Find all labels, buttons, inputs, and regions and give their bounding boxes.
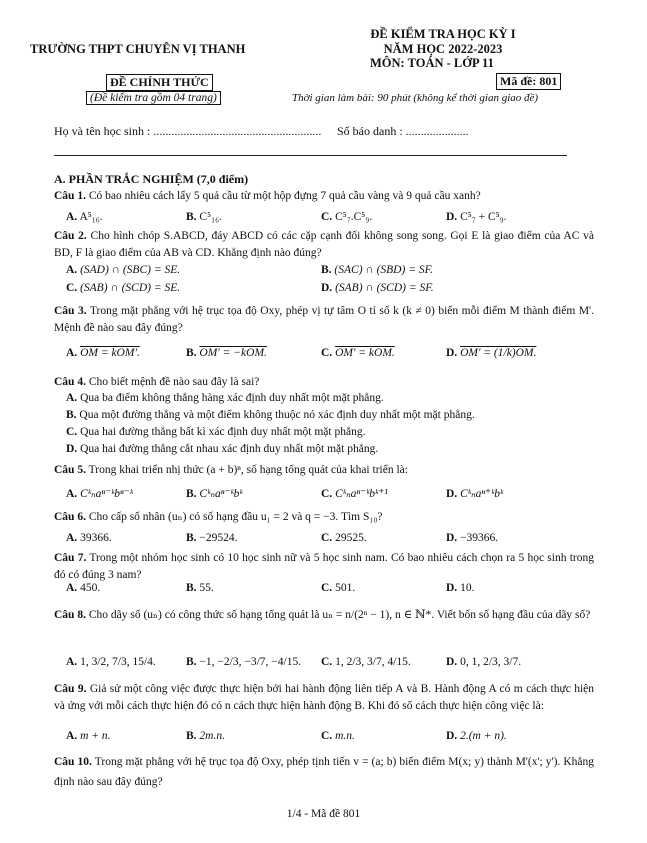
page-footer: 1/4 - Mã đề 801 [286, 808, 361, 820]
q7-option-a[interactable]: A. 450. [66, 582, 101, 594]
q2-option-c[interactable]: C. (SAB) ∩ (SCD) = SE. [66, 282, 181, 294]
q1-option-b[interactable]: B. C⁵₁₆. [186, 211, 222, 223]
q5-option-b[interactable]: B. Cᵏₙaⁿ⁻ᵏbᵏ [186, 488, 243, 500]
subject: MÔN: TOÁN - LỚP 11 [370, 56, 494, 70]
question-5: Câu 5. Trong khai triển nhị thức (a + b)ⁿ, số hạng tổng quát của khai triển là: [54, 464, 408, 476]
school-name: TRƯỜNG THPT CHUYÊN VỊ THANH [30, 42, 246, 56]
q5-option-c[interactable]: C. Cᵏₙaⁿ⁻ᵏbᵏ⁺¹ [321, 488, 388, 500]
section-title: A. PHẦN TRẮC NGHIỆM (7,0 điểm) [54, 172, 249, 186]
question-3: Câu 3. Trong mặt phẳng với hệ trục tọa độ Oxy, phép vị tự tâm O tỉ số k (k ≠ 0) biến mỗi điểm M thành điểm M'. Mệnh đề nào sau đây đúng? [54, 305, 595, 334]
school-year: NĂM HỌC 2022-2023 [383, 42, 503, 56]
q8-option-d[interactable]: D. 0, 1, 2/3, 3/7. [446, 656, 522, 668]
q1-option-c[interactable]: C. C⁵₇.C⁵₉. [321, 211, 373, 223]
question-8: Câu 8. Cho dãy số (uₙ) có công thức số hạng tổng quát là uₙ = n/(2ⁿ − 1), n ∈ ℕ*. Viết bốn số hạng đầu của dãy số? [54, 609, 591, 621]
q9-option-a[interactable]: A. m + n. [66, 730, 111, 742]
question-2: Câu 2. Cho hình chóp S.ABCD, đáy ABCD có các cặp cạnh đối không song song. Gọi E là giao điểm của AC và BD, F là giao điểm của AB và CD. Khẳng định nào đúng? [54, 230, 594, 259]
exam-code: Mã đề: 801 [496, 73, 561, 90]
q3-option-c[interactable]: C. OM' = kOM. [321, 347, 395, 359]
q6-option-b[interactable]: B. −29524. [186, 532, 238, 544]
q4-option-b[interactable]: B. Qua một đường thẳng và một điểm không thuộc nó xác định duy nhất một mặt phẳng. [66, 409, 475, 421]
divider [54, 155, 567, 156]
question-9: Câu 9. Giả sử một công việc được thực hiện bởi hai hành động liên tiếp A và B. Hành động A có m cách thực hiện và ứng với mỗi cách thực hiện đó có n cách thực hiện hành động B. Khi đó số cách thực hiện công việc là: [54, 683, 594, 712]
q5-option-d[interactable]: D. Cᵏₙaⁿ⁺ᵏbᵏ [446, 488, 504, 500]
time-note: Thời gian làm bài: 90 phút (không kể thời gian giao đề) [292, 92, 539, 104]
q4-option-a[interactable]: A. Qua ba điểm không thẳng hàng xác định duy nhất một mặt phẳng. [66, 392, 384, 404]
exam-title: ĐỀ KIỂM TRA HỌC KỲ I [370, 27, 516, 41]
pages-note: (Đề kiểm tra gồm 04 trang) [86, 91, 221, 105]
q4-option-c[interactable]: C. Qua hai đường thẳng bất kì xác định duy nhất một mặt phẳng. [66, 426, 366, 438]
question-10: Câu 10. Trong mặt phẳng với hệ trục tọa độ Oxy, phép tịnh tiến v = (a; b) biến điểm M(x; y) thành M'(x'; y'). Khẳng định nào sau đây đúng? [54, 756, 595, 788]
q7-option-b[interactable]: B. 55. [186, 582, 214, 594]
question-4: Câu 4. Cho biết mệnh đề nào sau đây là sai? [54, 376, 260, 388]
q9-option-b[interactable]: B. 2m.n. [186, 730, 225, 742]
q9-option-d[interactable]: D. 2.(m + n). [446, 730, 507, 742]
q3-option-d[interactable]: D. OM' = (1/k)OM. [446, 347, 537, 359]
q3-option-a[interactable]: A. OM = kOM'. [66, 347, 140, 359]
q5-option-a[interactable]: A. Cᵏₙaⁿ⁻ᵏbⁿ⁻ᵏ [66, 488, 133, 500]
official-badge: ĐỀ CHÍNH THỨC [106, 74, 213, 91]
q2-option-b[interactable]: B. (SAC) ∩ (SBD) = SF. [321, 264, 433, 276]
q8-option-c[interactable]: C. 1, 2/3, 3/7, 4/15. [321, 656, 411, 668]
student-id-field[interactable]: Số báo danh : ..................... [337, 124, 469, 138]
q3-option-b[interactable]: B. OM' = −kOM. [186, 347, 267, 359]
q6-option-d[interactable]: D. −39366. [446, 532, 499, 544]
student-name-field[interactable]: Họ và tên học sinh : ........................................................ [54, 124, 322, 138]
question-6: Câu 6. Cho cấp số nhân (uₙ) có số hạng đầu u₁ = 2 và q = −3. Tìm S₁₀? [54, 511, 383, 523]
q6-option-c[interactable]: C. 29525. [321, 532, 367, 544]
q2-option-a[interactable]: A. (SAD) ∩ (SBC) = SE. [66, 264, 181, 276]
question-7: Câu 7. Trong một nhóm học sinh có 10 học sinh nữ và 5 học sinh nam. Có bao nhiêu cách chọn ra 5 học sinh trong đó có đúng 3 nam? [54, 552, 595, 581]
q4-option-d[interactable]: D. Qua hai đường thẳng cắt nhau xác định duy nhất một mặt phẳng. [66, 443, 379, 455]
q8-option-a[interactable]: A. 1, 3/2, 7/3, 15/4. [66, 656, 156, 668]
q9-option-c[interactable]: C. m.n. [321, 730, 355, 742]
q2-option-d[interactable]: D. (SAB) ∩ (SCD) = SF. [321, 282, 434, 294]
q7-option-d[interactable]: D. 10. [446, 582, 475, 594]
q1-option-a[interactable]: A. A⁵₁₆. [66, 211, 103, 223]
q6-option-a[interactable]: A. 39366. [66, 532, 112, 544]
q1-option-d[interactable]: D. C⁵₇ + C⁵₉. [446, 211, 507, 223]
question-1: Câu 1. Có bao nhiêu cách lấy 5 quả cầu từ một hộp đựng 7 quả cầu vàng và 9 quả cầu xanh? [54, 190, 481, 202]
q7-option-c[interactable]: C. 501. [321, 582, 356, 594]
q8-option-b[interactable]: B. −1, −2/3, −3/7, −4/15. [186, 656, 302, 668]
